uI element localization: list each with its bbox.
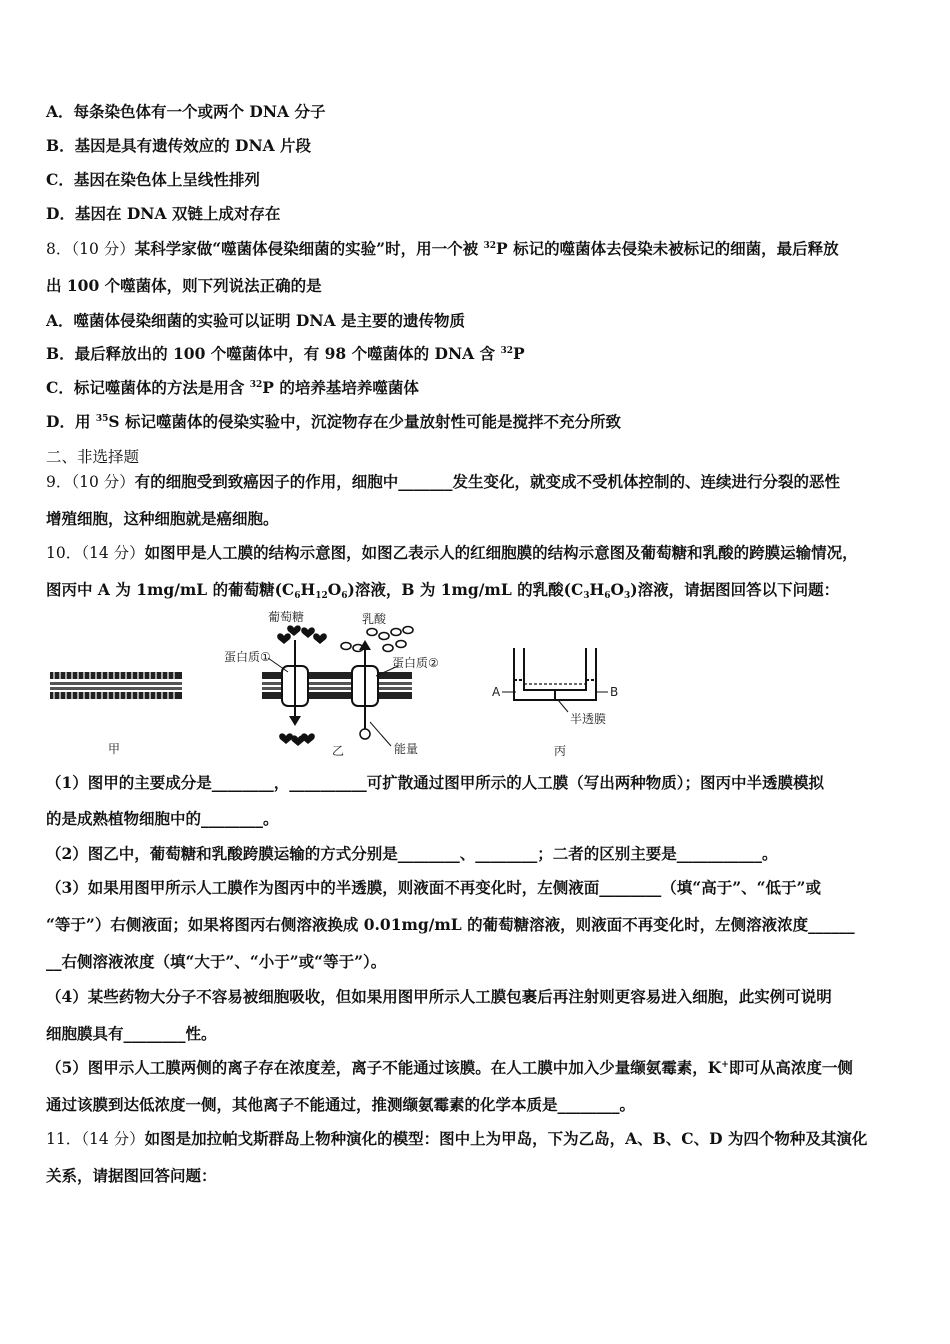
q10-number: 10．（14 分） (46, 544, 145, 562)
q8-option-c (46, 378, 419, 398)
q10-part4-line1: （4）某些药物大分子不容易被细胞吸收，但如果用图甲所示人工膜包裹后再注射则更容易进入细胞，此实例可说明 (46, 987, 832, 1006)
figure-jia-membrane (50, 672, 182, 699)
q8-option-b-text: B．最后释放出的 100 个噬菌体中，有 98 个噬菌体的 DNA 含 (46, 344, 501, 363)
q10-part2: （2）图乙中，葡萄糖和乳酸跨膜运输的方式分别是________、________；二者的区别主要是___________。 (46, 844, 778, 863)
q10-sub: 6 (341, 591, 348, 601)
caption-yi: 乙 (332, 744, 345, 758)
q10-line2-part: )溶液，B 为 1mg/mL 的乳酸(C (347, 580, 584, 599)
q11-number: 11．（14 分） (46, 1130, 145, 1148)
lactic-label: 乳酸 (362, 612, 387, 626)
q10-part5-line2: 通过该膜到达低浓度一侧，其他离子不能通过，推测缬氨霉素的化学本质是________。 (46, 1095, 636, 1114)
q10-line2-part: 图丙中 A 为 1mg/mL 的葡萄糖(C (46, 580, 295, 599)
q10-line2-part: H (300, 580, 316, 599)
figure-bing-utube (502, 648, 608, 712)
q10-part5-tail: 即可从高浓度一侧 (728, 1058, 853, 1077)
q8-stem-text: 某科学家做“噬菌体侵染细菌的实验”时，用一个被 (134, 239, 484, 258)
q10-part5-line1 (46, 1058, 853, 1078)
q10-line2 (46, 580, 839, 600)
q8-option-b-tail: P (512, 344, 525, 363)
q8-option-d (46, 412, 621, 432)
q10-line2-part: O (610, 580, 624, 599)
q8-number: 8．（10 分） (46, 240, 135, 258)
q10-part3-line2: “等于”）右侧液面；如果将图丙右侧溶液换成 0.01mg/mL 的葡萄糖溶液，则液面不再变化时，左侧溶液浓度______ (46, 915, 855, 934)
q7-option-d: D．基因在 DNA 双链上成对存在 (46, 204, 281, 223)
q11-line1 (46, 1129, 867, 1149)
section-heading: 二、非选择题 (46, 448, 140, 466)
protein1-label: 蛋白质① (224, 650, 271, 664)
caption-jia: 甲 (108, 742, 121, 756)
q8-stem-line2: 出 100 个噬菌体，则下列说法正确的是 (46, 276, 322, 295)
q10-line2-part: O (327, 580, 342, 599)
q8-option-a: A．噬菌体侵染细菌的实验可以证明 DNA 是主要的遗传物质 (46, 311, 465, 330)
q8-stem-text-b: P 标记的噬菌体去侵染未被标记的细菌，最后释放 (496, 239, 839, 258)
q11-line2: 关系，请据图回答问题： (46, 1166, 217, 1185)
q9-line2: 增殖细胞，这种细胞就是癌细胞。 (46, 509, 279, 528)
q7-option-a: A．每条染色体有一个或两个 DNA 分子 (46, 102, 326, 121)
q8-option-d-tail: S 标记噬菌体的侵染实验中，沉淀物存在少量放射性可能是搅拌不充分所致 (108, 412, 621, 431)
q10-line2-part: )溶液，请据图回答以下问题： (630, 580, 840, 599)
q8-option-b (46, 344, 525, 364)
q10-part4-line2: 细胞膜具有________性。 (46, 1024, 217, 1043)
q10-part1-line2: 的是成熟植物细胞中的________。 (46, 809, 279, 828)
q9-number: 9．（10 分） (46, 473, 135, 491)
q10-sub: 3 (623, 591, 631, 601)
q10-line1 (46, 543, 858, 563)
protein2-label: 蛋白质② (392, 656, 439, 670)
q8-option-c-tail: P 的培养基培养噬菌体 (262, 378, 419, 397)
q10-sub: 6 (294, 591, 301, 601)
membrane-figure (46, 606, 666, 766)
q8-option-c-sup: 32 (249, 380, 263, 390)
q8-option-c-text: C．标记噬菌体的方法是用含 (46, 378, 250, 397)
glucose-label: 葡萄糖 (268, 610, 305, 624)
q10-part1-line1: （1）图甲的主要成分是________，__________可扩散通过图甲所示的人工膜（写出两种物质）；图丙中半透膜模拟 (46, 773, 825, 792)
q8-stem-line1 (46, 239, 839, 259)
q10-sub: 6 (604, 591, 611, 601)
q9-line1 (46, 472, 840, 492)
energy-label: 能量 (394, 742, 419, 756)
label-b: B (610, 685, 619, 699)
q10-part5-text: （5）图甲示人工膜两侧的离子存在浓度差，离子不能通过该膜。在人工膜中加入少量缬氨霉素，K (46, 1058, 722, 1077)
q10-line2-part: H (589, 580, 605, 599)
q7-option-c: C．基因在染色体上呈线性排列 (46, 170, 260, 189)
q8-option-d-text: D．用 (46, 412, 96, 431)
q8-isotope-sup: 32 (483, 241, 497, 251)
q7-option-b: B．基因是具有遗传效应的 DNA 片段 (46, 136, 312, 155)
caption-bing: 丙 (554, 744, 567, 758)
q11-text: 如图是加拉帕戈斯群岛上物种演化的模型：图中上为甲岛，下为乙岛，A、B、C、D 为四个物种及其演化 (144, 1129, 868, 1148)
q10-part3-line1: （3）如果用图甲所示人工膜作为图丙中的半透膜，则液面不再变化时，左侧液面________（填“高于”、“低于”或 (46, 878, 821, 897)
q10-text: 如图甲是人工膜的结构示意图，如图乙表示人的红细胞膜的结构示意图及葡萄糖和乳酸的跨膜运输情况， (144, 543, 858, 562)
semipermeable-label: 半透膜 (570, 712, 607, 726)
q10-sub: 12 (315, 591, 328, 601)
q9-text: 有的细胞受到致癌因子的作用，细胞中_______发生变化，就变成不受机体控制的、连续进行分裂的恶性 (134, 472, 841, 491)
q10-part3-line3: __右侧溶液浓度（填“大于”、“小于”或“等于”）。 (46, 952, 387, 971)
q10-part5-sup: + (721, 1060, 729, 1070)
label-a: A (492, 685, 501, 699)
q8-option-b-sup: 32 (500, 346, 513, 356)
q10-sub: 3 (583, 591, 590, 601)
q8-option-d-sup: 35 (95, 414, 109, 424)
figure-yi-membrane (262, 625, 413, 746)
membrane-diagram-svg (46, 606, 666, 766)
